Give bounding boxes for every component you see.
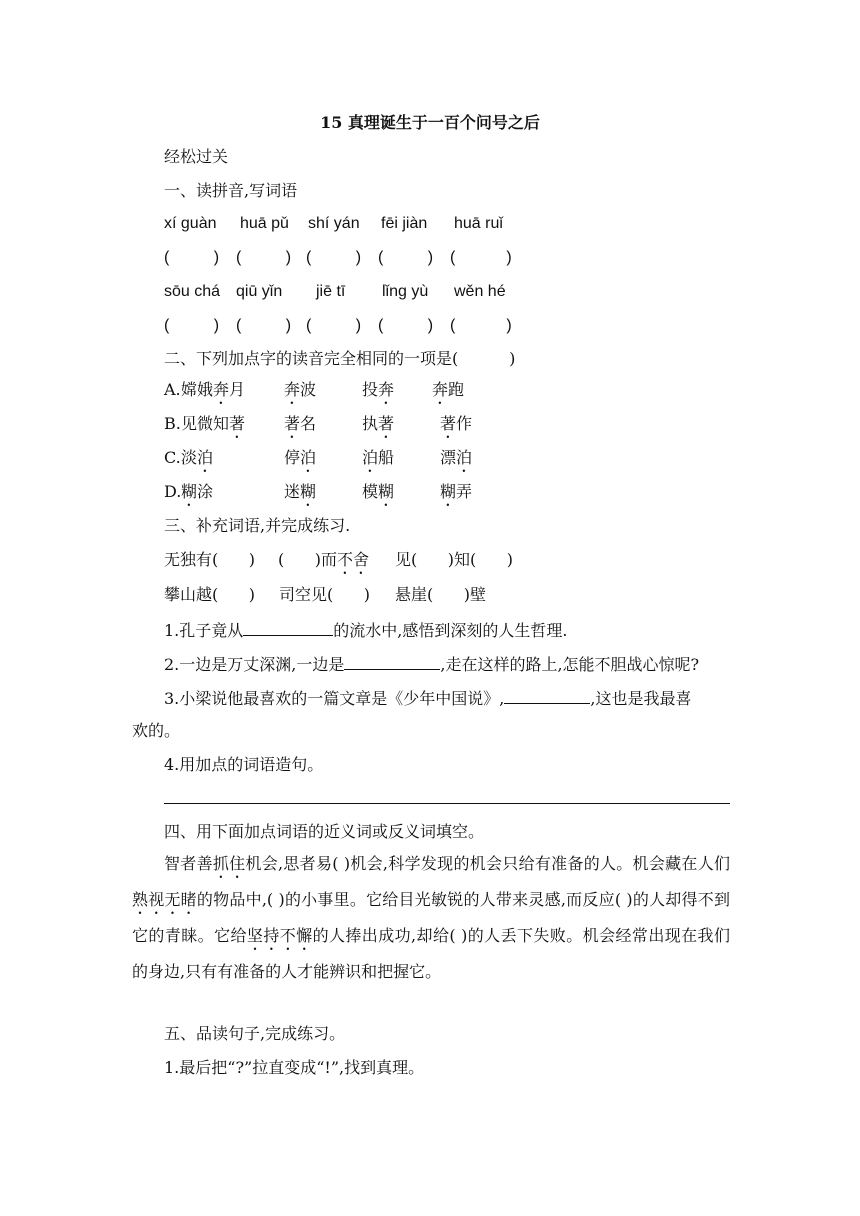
option-b-item: 见微知著 [181, 414, 246, 433]
answer-paren[interactable]: ( ) [378, 249, 434, 266]
answer-blank[interactable] [344, 653, 440, 670]
option-c-item: 漂泊 [440, 448, 473, 467]
answer-paren[interactable]: ( ) [164, 317, 220, 334]
answer-paren[interactable]: ( ) [236, 317, 292, 334]
answer-blank[interactable] [504, 687, 590, 704]
option-c-item: 泊船 [362, 448, 395, 467]
pinyin-9: lǐng yù [382, 283, 429, 300]
q1-heading: 一、读拼音,写词语 [164, 181, 298, 200]
answer-paren[interactable]: ( ) [306, 249, 362, 266]
pinyin-5: huā ruǐ [454, 215, 503, 232]
option-a-item: 奔波 [284, 380, 317, 399]
option-c-item: 淡泊 [181, 448, 214, 467]
option-a-label: A. [164, 380, 181, 399]
answer-paren[interactable]: ( ) [164, 249, 220, 266]
answer-line[interactable] [164, 803, 730, 804]
idiom-fill[interactable]: 无独有( ) [164, 550, 256, 569]
q4-paragraph: 智者善抓住机会,思者易( )机会,科学发现的机会只给有准备的人。机会藏在人们熟视无睹的物品中,( )的小事里。它给目光敏锐的人带来灵感,而反应( )的人却得不到它的青睐。它给坚持不懈的人捧出成功,却给( )的人丢下失败。机会经常出现在我们的身边,只有有准备的人才能辨识和把握它。 [132, 854, 730, 981]
pinyin-2: huā pǔ [240, 215, 289, 232]
pinyin-3: shí yán [308, 215, 360, 232]
answer-paren[interactable]: ( ) [450, 317, 513, 334]
option-b-item: 执著 [362, 414, 395, 433]
answer-blank[interactable] [243, 619, 333, 636]
option-a-item: 嫦娥奔月 [181, 380, 246, 399]
q3-sentence-1: 1.孔子竟从 的流水中,感悟到深刻的人生哲理. [164, 621, 568, 640]
pinyin-1: xí guàn [164, 215, 217, 232]
option-b-label: B. [164, 414, 181, 433]
q4-heading: 四、用下面加点词语的近义词或反义词填空。 [164, 822, 485, 841]
answer-paren[interactable]: ( ) [450, 249, 513, 266]
option-b-item: 著名 [284, 414, 317, 433]
idiom-fill[interactable]: 司空见( ) [279, 585, 371, 604]
answer-paren[interactable]: ( ) [236, 249, 292, 266]
idiom-fill[interactable]: 攀山越( ) [164, 585, 256, 604]
idiom-fill[interactable]: 悬崖( )壁 [395, 585, 487, 604]
option-c-label: C. [164, 448, 181, 467]
pinyin-8: jiē tī [316, 283, 346, 300]
q2-heading: 二、下列加点字的读音完全相同的一项是( ) [164, 349, 516, 368]
q3-heading: 三、补充词语,并完成练习. [164, 516, 351, 535]
section-intro: 经松过关 [164, 147, 229, 166]
option-a-item: 奔跑 [432, 380, 465, 399]
option-d-label: D. [164, 482, 182, 501]
pinyin-4: fēi jiàn [381, 215, 428, 232]
pinyin-10: wěn hé [454, 283, 506, 300]
option-b-item: 著作 [440, 414, 473, 433]
option-c-item: 停泊 [284, 448, 317, 467]
idiom-fill[interactable]: 见( )知( ) [395, 550, 514, 569]
option-d-item: 糊弄 [440, 482, 473, 501]
pinyin-6: sōu chá [164, 283, 221, 300]
q3-sentence-2: 2.一边是万丈深渊,一边是 ,走在这样的路上,怎能不胆战心惊呢? [164, 655, 700, 674]
q3-sentence-4: 4.用加点的词语造句。 [164, 755, 324, 774]
q5-sentence-1: 1.最后把“?”拉直变成“!”,找到真理。 [164, 1058, 425, 1077]
option-a-item: 投奔 [362, 380, 395, 399]
q5-heading: 五、品读句子,完成练习。 [164, 1024, 346, 1043]
q3-sentence-3-cont: 欢的。 [132, 721, 181, 740]
option-d-item: 糊涂 [181, 482, 214, 501]
option-d-item: 迷糊 [284, 482, 317, 501]
answer-paren[interactable]: ( ) [306, 317, 362, 334]
page-title: 15 真理诞生于一百个问号之后 [320, 113, 540, 132]
idiom-fill[interactable]: ( )而不舍 [278, 550, 370, 569]
option-d-item: 模糊 [362, 482, 395, 501]
q3-sentence-3: 3.小梁说他最喜欢的一篇文章是《少年中国说》, ,这也是我最喜 [164, 689, 692, 708]
pinyin-7: qiū yǐn [236, 283, 283, 300]
answer-paren[interactable]: ( ) [378, 317, 434, 334]
